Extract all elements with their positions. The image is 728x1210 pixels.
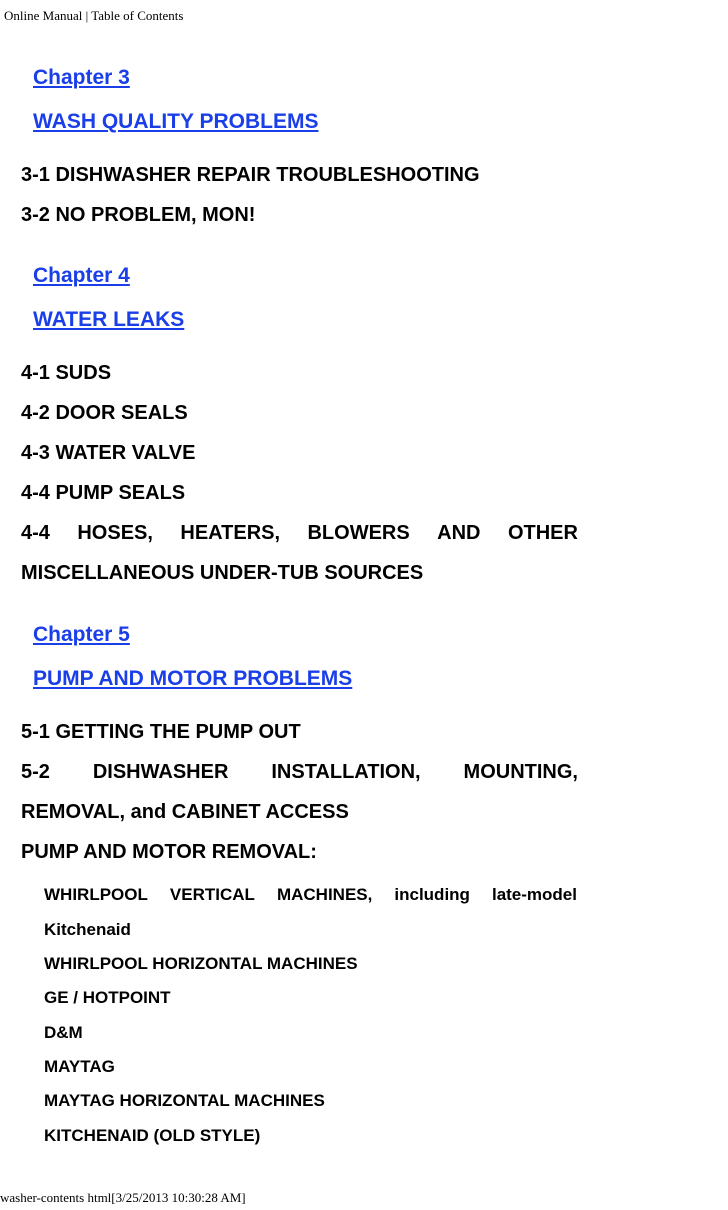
word: BLOWERS xyxy=(307,522,410,544)
word: late-model xyxy=(491,885,577,904)
word: MACHINES, xyxy=(276,885,373,904)
chapter-4-link[interactable]: Chapter 4 xyxy=(33,264,130,287)
section-3-1[interactable]: 3-1 DISHWASHER REPAIR TROUBLESHOOTING xyxy=(21,164,480,186)
section-4-4-pump-seals[interactable]: 4-4 PUMP SEALS xyxy=(21,482,186,504)
whirlpool-horizontal[interactable]: WHIRLPOOL HORIZONTAL MACHINES xyxy=(44,954,358,973)
word: VERTICAL xyxy=(169,885,255,904)
d-and-m[interactable]: D&M xyxy=(44,1023,83,1042)
whirlpool-vertical-line2[interactable]: Kitchenaid xyxy=(44,920,131,939)
page-header: Online Manual | Table of Contents xyxy=(4,8,184,23)
word: MOUNTING, xyxy=(463,761,578,783)
section-4-2[interactable]: 4-2 DOOR SEALS xyxy=(21,402,188,424)
chapter-4-title-link[interactable]: WATER LEAKS xyxy=(33,308,185,331)
section-4-3[interactable]: 4-3 WATER VALVE xyxy=(21,442,196,464)
word: including xyxy=(394,885,470,904)
maytag-horizontal[interactable]: MAYTAG HORIZONTAL MACHINES xyxy=(44,1091,325,1110)
section-3-2[interactable]: 3-2 NO PROBLEM, MON! xyxy=(21,204,256,226)
chapter-5-link[interactable]: Chapter 5 xyxy=(33,623,130,646)
chapter-5-title-link[interactable]: PUMP AND MOTOR PROBLEMS xyxy=(33,667,353,690)
maytag[interactable]: MAYTAG xyxy=(44,1057,115,1076)
section-4-4-hoses-line1[interactable] xyxy=(21,521,578,545)
section-5-1[interactable]: 5-1 GETTING THE PUMP OUT xyxy=(21,721,301,743)
word: INSTALLATION, xyxy=(271,761,421,783)
chapter-3-title-link[interactable]: WASH QUALITY PROBLEMS xyxy=(33,110,319,133)
pump-motor-removal-heading[interactable]: PUMP AND MOTOR REMOVAL: xyxy=(21,841,317,863)
word: 4-4 xyxy=(21,522,50,544)
word: HEATERS, xyxy=(180,522,281,544)
word: OTHER xyxy=(507,522,578,544)
kitchenaid-old-style[interactable]: KITCHENAID (OLD STYLE) xyxy=(44,1126,261,1145)
section-4-4-hoses-line2[interactable]: MISCELLANEOUS UNDER-TUB SOURCES xyxy=(21,562,424,584)
chapter-3-link[interactable]: Chapter 3 xyxy=(33,66,130,89)
word: 5-2 xyxy=(21,761,50,783)
whirlpool-vertical-line1[interactable] xyxy=(44,885,577,905)
section-4-1[interactable]: 4-1 SUDS xyxy=(21,362,112,384)
section-5-2-line1[interactable] xyxy=(21,760,578,784)
ge-hotpoint[interactable]: GE / HOTPOINT xyxy=(44,988,171,1007)
page-footer: washer-contents html[3/25/2013 10:30:28 AM] xyxy=(0,1190,246,1205)
word: WHIRLPOOL xyxy=(44,885,148,904)
word: HOSES, xyxy=(77,522,153,544)
word: AND xyxy=(437,522,481,544)
section-5-2-line2[interactable]: REMOVAL, and CABINET ACCESS xyxy=(21,801,349,823)
word: DISHWASHER xyxy=(92,761,229,783)
